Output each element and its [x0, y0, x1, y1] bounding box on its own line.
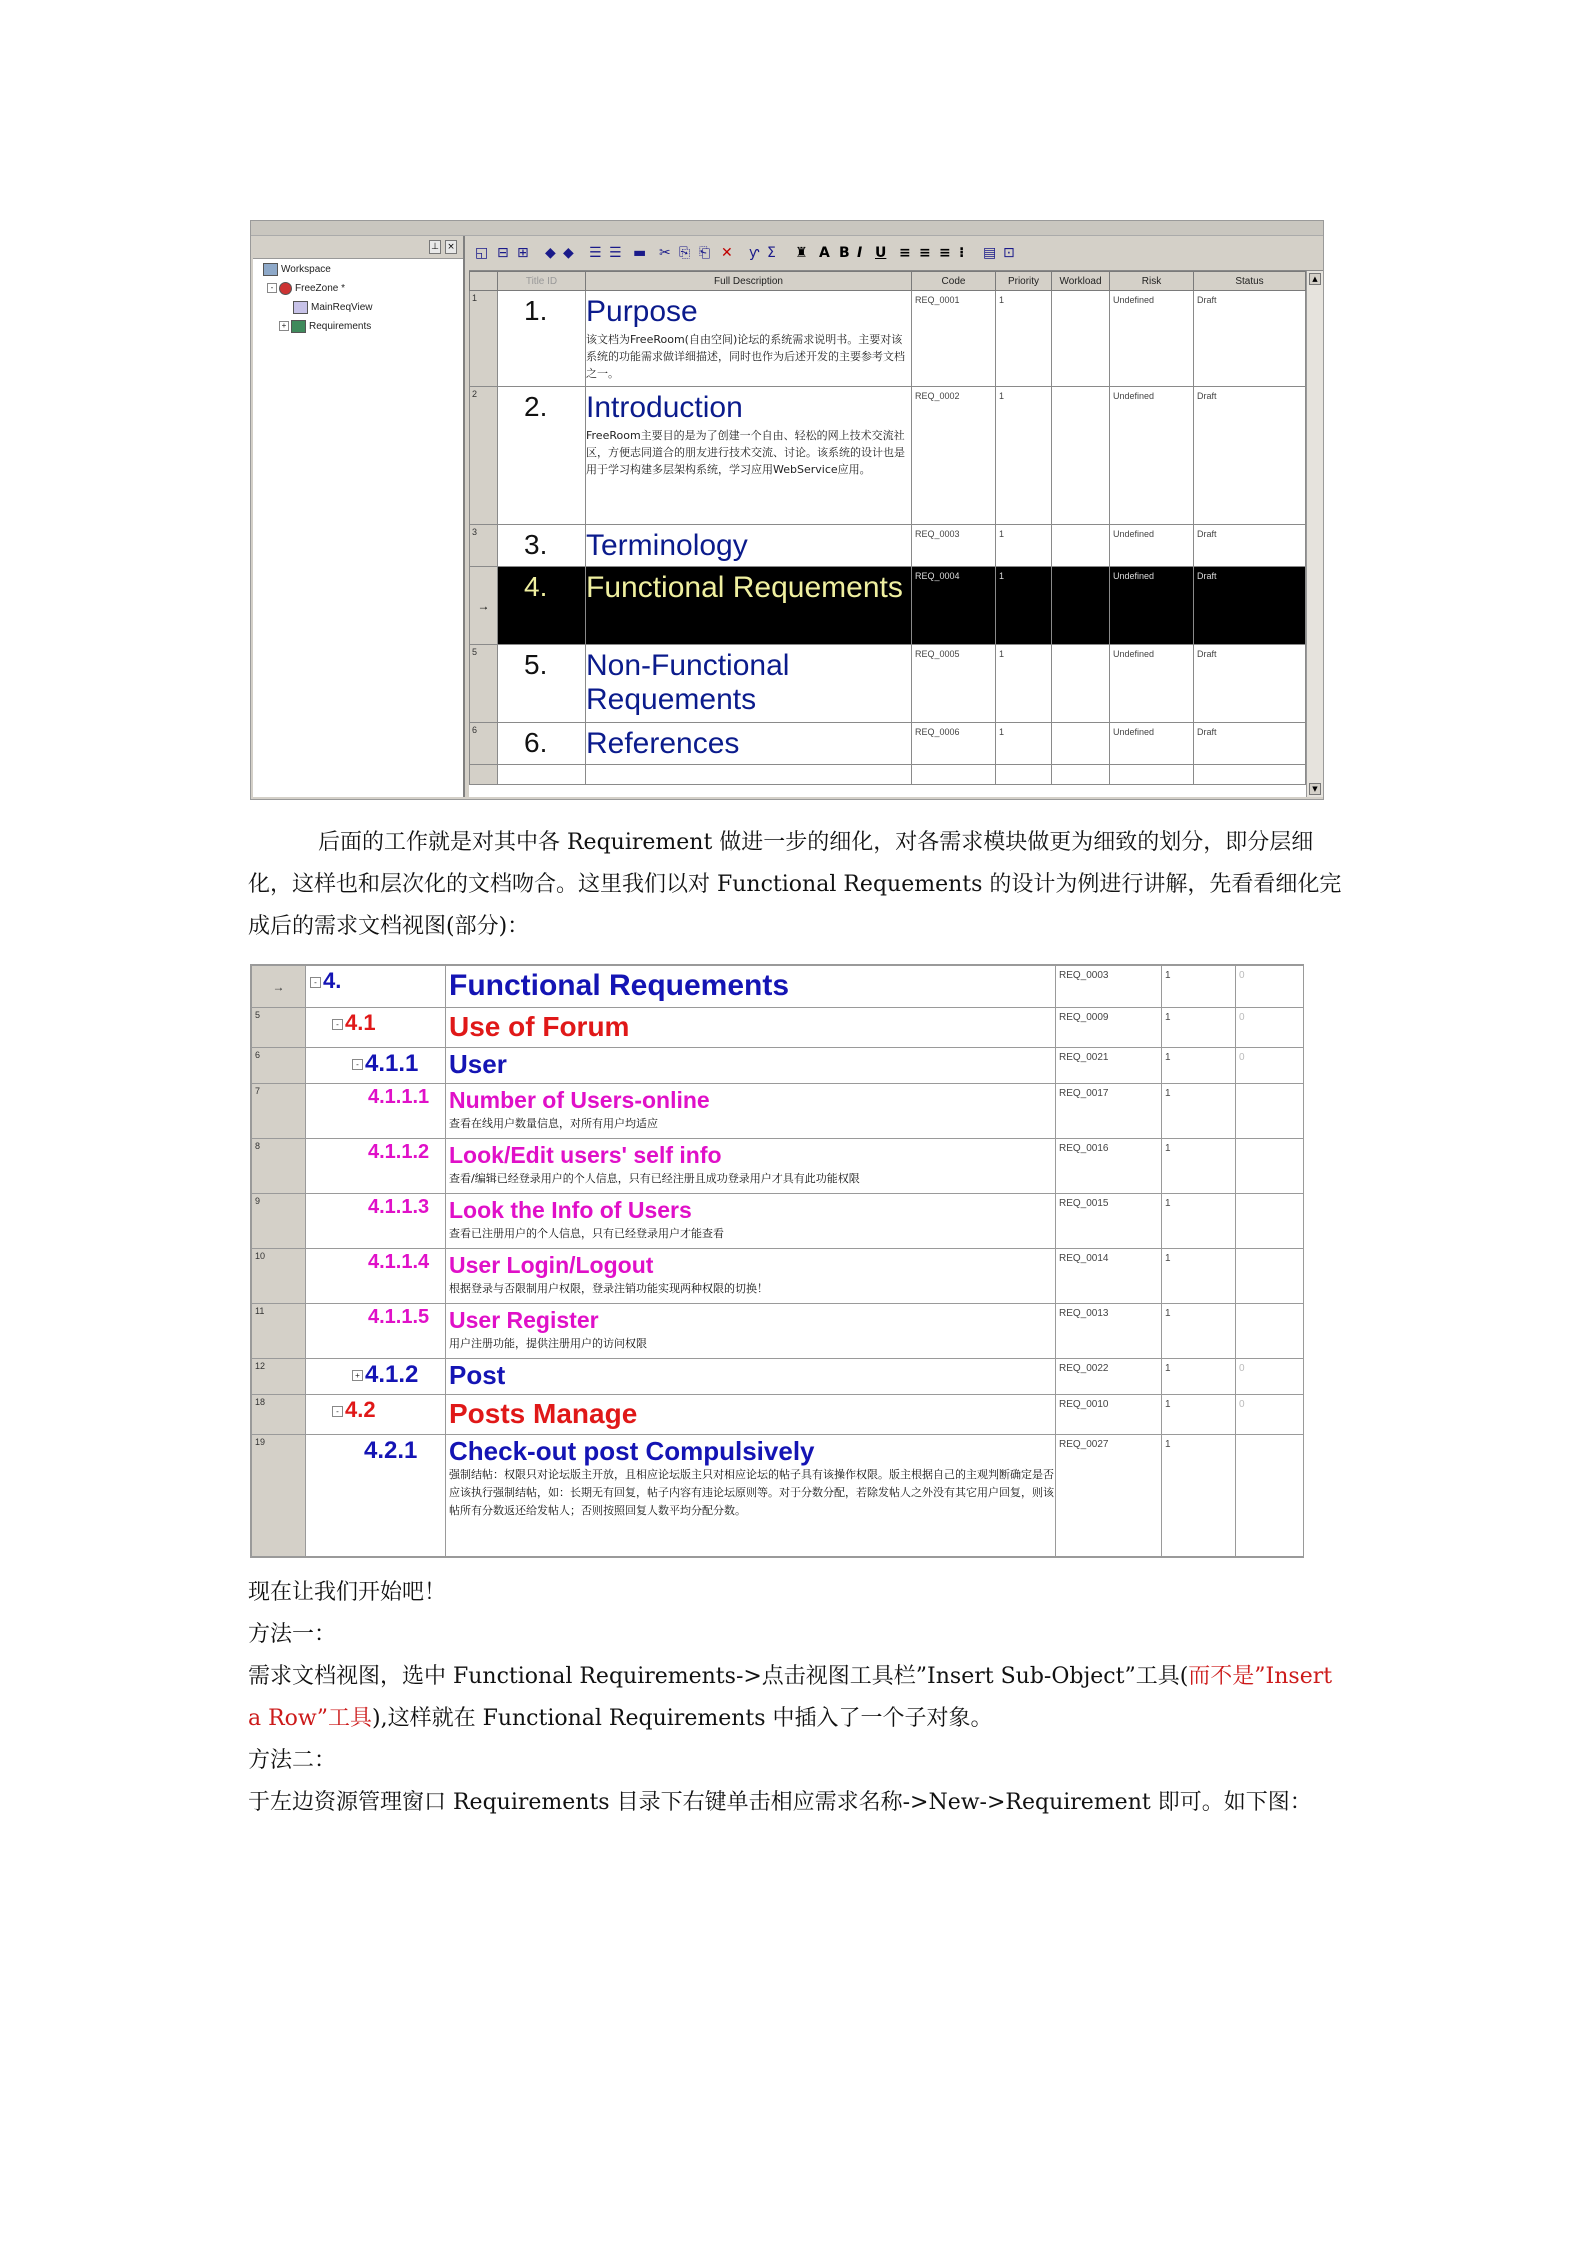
table-row[interactable]	[470, 525, 1306, 567]
copy-icon[interactable]: ⎘	[679, 245, 691, 261]
workload-cell	[1052, 645, 1110, 723]
table-row-selected[interactable]	[470, 567, 1306, 645]
value-cell: 0	[1236, 1048, 1304, 1084]
section-number: 4.2	[345, 1397, 376, 1422]
cut-icon[interactable]: ✂	[659, 245, 671, 261]
section-number: 5.	[524, 649, 548, 680]
close-icon[interactable]: ×	[445, 240, 457, 254]
value-cell	[1236, 1084, 1304, 1139]
menu-strip	[251, 221, 1323, 236]
section-title: Look the Info of Users	[449, 1197, 692, 1223]
description-cell[interactable]	[446, 1304, 1056, 1359]
folder-icon	[291, 320, 306, 333]
image-icon[interactable]: ▤	[983, 245, 997, 261]
collapse-icon[interactable]: -	[332, 1019, 343, 1030]
workload-cell	[1052, 567, 1110, 645]
text-line-start: 现在让我们开始吧！	[248, 1580, 447, 1605]
section-title: Terminology	[586, 529, 748, 562]
section-number: 4.1	[345, 1010, 376, 1035]
scroll-up-icon[interactable]: ▲	[1309, 273, 1321, 285]
code-cell: REQ_0001	[912, 291, 996, 387]
section-number: 4.1.1.3	[368, 1196, 430, 1218]
document-view-pane	[469, 236, 1323, 797]
collapse-icon[interactable]: -	[267, 283, 277, 293]
view-toolbar	[469, 236, 1323, 271]
row-number[interactable]: 2	[470, 387, 498, 525]
insert-sub-object-icon[interactable]: ⊞	[517, 245, 529, 261]
move-down-icon[interactable]: ◆	[563, 245, 574, 261]
column-header[interactable]: Title ID	[498, 272, 586, 291]
section-title: Functional Requements	[586, 571, 903, 604]
status-cell: Draft	[1194, 525, 1306, 567]
risk-cell: Undefined	[1110, 291, 1194, 387]
code-cell: REQ_0004	[912, 567, 996, 645]
code-cell: REQ_0021	[1056, 1048, 1162, 1084]
description-cell[interactable]	[446, 1194, 1056, 1249]
table-row[interactable]	[252, 1084, 1304, 1139]
section-title: Purpose	[586, 295, 698, 328]
row-number[interactable]: 12	[252, 1359, 306, 1395]
description-cell[interactable]	[524, 567, 912, 645]
tree-node-mainreqview[interactable]	[263, 298, 373, 317]
method-one-paragraph	[248, 1656, 1352, 1740]
table-row[interactable]	[252, 1435, 1304, 1557]
description-cell[interactable]	[446, 966, 1056, 1008]
section-number: 4.	[524, 571, 548, 602]
delete-icon[interactable]: ✕	[721, 245, 733, 261]
value-cell: 0	[1236, 1359, 1304, 1395]
method-two-label: 方法二：	[248, 1748, 337, 1773]
workspace-tree	[263, 260, 373, 336]
description-cell[interactable]	[446, 1395, 1056, 1435]
status-cell: Draft	[1194, 387, 1306, 525]
row-number[interactable]: 7	[252, 1084, 306, 1139]
expand-icon[interactable]: +	[279, 321, 289, 331]
priority-cell: 1	[996, 723, 1052, 765]
section-description: 查看/编辑已经登录用户的个人信息，只有已经注册且成功登录用户才具有此功能权限	[449, 1172, 860, 1185]
table-row[interactable]	[252, 1359, 1304, 1395]
value-cell: 0	[1236, 966, 1304, 1008]
row-number[interactable]: 10	[252, 1249, 306, 1304]
value-cell	[1236, 1435, 1304, 1557]
move-up-icon[interactable]: ◆	[545, 245, 556, 261]
risk-cell: Undefined	[1110, 645, 1194, 723]
section-title: References	[586, 727, 740, 760]
row-number[interactable]: 5	[470, 645, 498, 723]
view-icon	[293, 301, 308, 314]
section-number-cell	[306, 1249, 446, 1304]
section-number: 4.2.1	[364, 1437, 418, 1464]
table-row[interactable]	[252, 1048, 1304, 1084]
row-number[interactable]: 5	[252, 1008, 306, 1048]
tree-node-workspace[interactable]	[263, 260, 373, 279]
scroll-down-icon[interactable]: ▼	[1309, 783, 1321, 795]
align-right-icon[interactable]: ≡	[939, 245, 951, 261]
table-row-selected[interactable]	[252, 966, 1304, 1008]
column-header[interactable]: Full Description	[586, 272, 912, 291]
section-title: Check-out post Compulsively	[449, 1436, 815, 1466]
section-title: User	[449, 1049, 507, 1079]
tree-node-label: Requirements	[309, 321, 372, 332]
table-row[interactable]	[252, 1304, 1304, 1359]
priority-cell: 1	[996, 525, 1052, 567]
description-cell[interactable]	[524, 525, 912, 567]
section-number: 1.	[524, 295, 548, 326]
risk-cell: Undefined	[1110, 567, 1194, 645]
filter-icon[interactable]: ƴ	[749, 245, 760, 261]
title-id-cell	[498, 765, 586, 785]
section-title: Functional Requements	[449, 969, 790, 1002]
section-number-cell	[306, 1435, 446, 1557]
section-number-cell	[306, 1395, 446, 1435]
tree-node-label: Workspace	[281, 264, 331, 275]
value-cell	[1236, 1249, 1304, 1304]
row-header-corner	[470, 272, 498, 291]
value-cell	[1236, 1304, 1304, 1359]
description-cell[interactable]	[524, 645, 912, 723]
requirements-view-screenshot	[250, 220, 1324, 800]
value-cell	[1236, 1194, 1304, 1249]
code-cell: REQ_0005	[912, 645, 996, 723]
expand-icon[interactable]: +	[352, 1370, 363, 1381]
table-row[interactable]	[252, 1249, 1304, 1304]
outdent-icon[interactable]: ☰	[609, 245, 622, 261]
code-cell: REQ_0009	[1056, 1008, 1162, 1048]
code-cell: REQ_0027	[1056, 1435, 1162, 1557]
object-icon[interactable]: ⊡	[1003, 245, 1015, 261]
priority-cell: 1	[996, 291, 1052, 387]
section-number: 2.	[524, 391, 548, 422]
row-number[interactable]: 19	[252, 1435, 306, 1557]
description-cell[interactable]	[586, 765, 912, 785]
insert-row-icon[interactable]: ⊟	[497, 245, 509, 261]
workload-cell	[1052, 723, 1110, 765]
code-cell: REQ_0010	[1056, 1395, 1162, 1435]
row-number[interactable]: 6	[252, 1048, 306, 1084]
method-one-label: 方法一：	[248, 1622, 337, 1647]
workspace-pane-toolbar	[253, 236, 463, 259]
column-header[interactable]: Priority	[996, 272, 1052, 291]
description-cell[interactable]	[446, 1435, 1056, 1557]
section-title: Introduction	[586, 391, 743, 424]
section-description: 用户注册功能，提供注册用户的访问权限	[449, 1337, 647, 1350]
workload-cell	[1052, 525, 1110, 567]
priority-cell: 1	[996, 567, 1052, 645]
section-number-cell	[306, 1194, 446, 1249]
find-icon[interactable]: ♜	[795, 245, 808, 261]
code-cell: REQ_0002	[912, 387, 996, 525]
row-number[interactable]: 18	[252, 1395, 306, 1435]
priority-cell: 1	[1162, 1395, 1236, 1435]
section-description: 该文档为FreeRoom(自由空间)论坛的系统需求说明书。主要对该系统的功能需求做详细描述，同时也作为后述开发的主要参考文档之一。	[586, 333, 905, 380]
workspace-pane	[253, 236, 465, 797]
risk-cell: Undefined	[1110, 387, 1194, 525]
section-title: Non-Functional Requements	[586, 649, 790, 716]
sum-icon[interactable]: Σ	[767, 245, 776, 261]
code-cell: REQ_0014	[1056, 1249, 1162, 1304]
collapse-icon[interactable]: -	[332, 1406, 343, 1417]
section-title: Posts Manage	[449, 1398, 638, 1429]
method-one-text-end: ),这样就在 Functional Requirements 中插入了一个子对象。	[372, 1706, 993, 1731]
status-cell: Draft	[1194, 567, 1306, 645]
table-row[interactable]	[252, 1139, 1304, 1194]
table-row[interactable]	[252, 1395, 1304, 1435]
section-number-cell	[306, 1008, 446, 1048]
section-title: Post	[449, 1360, 506, 1390]
section-description: 查看在线用户数量信息，对所有用户均适应	[449, 1117, 658, 1130]
align-left-icon[interactable]: ≡	[899, 245, 911, 261]
row-number[interactable]	[470, 765, 498, 785]
grid-header-row	[470, 272, 1306, 291]
code-cell: REQ_0013	[1056, 1304, 1162, 1359]
section-number: 4.1.1.5	[368, 1306, 430, 1328]
section-title: Look/Edit users' self info	[449, 1142, 722, 1168]
column-header[interactable]: Status	[1194, 272, 1306, 291]
risk-cell: Undefined	[1110, 723, 1194, 765]
section-description: 根据登录与否限制用户权限，登录注销功能实现两种权限的切换！	[449, 1282, 768, 1295]
bold-icon[interactable]: B	[839, 245, 850, 261]
description-cell[interactable]	[446, 1008, 1056, 1048]
description-cell[interactable]	[524, 387, 912, 525]
section-number: 4.	[323, 968, 342, 993]
risk-cell	[1110, 765, 1194, 785]
column-header[interactable]: Code	[912, 272, 996, 291]
method-one-text: 需求文档视图，选中 Functional Requirements->点击视图工具栏”Insert Sub-Object”工具(	[248, 1664, 1189, 1689]
status-cell: Draft	[1194, 645, 1306, 723]
code-cell: REQ_0006	[912, 723, 996, 765]
priority-cell: 1	[1162, 1048, 1236, 1084]
column-header[interactable]: Risk	[1110, 272, 1194, 291]
tree-node-requirements[interactable]	[263, 317, 373, 336]
code-cell: REQ_0003	[912, 525, 996, 567]
tree-node-label: MainReqView	[311, 302, 373, 313]
value-cell	[1236, 1139, 1304, 1194]
section-number: 6.	[524, 727, 548, 758]
section-title: Number of Users-online	[449, 1087, 710, 1113]
description-cell[interactable]	[524, 291, 912, 387]
italic-icon[interactable]: I	[857, 245, 863, 261]
description-cell[interactable]	[446, 1048, 1056, 1084]
status-cell: Draft	[1194, 291, 1306, 387]
section-number-cell	[306, 966, 446, 1008]
workload-cell	[1052, 387, 1110, 525]
priority-cell: 1	[1162, 1139, 1236, 1194]
row-number[interactable]: 3	[470, 525, 498, 567]
priority-cell	[996, 765, 1052, 785]
row-number[interactable]: 8	[252, 1139, 306, 1194]
code-cell: REQ_0016	[1056, 1139, 1162, 1194]
description-cell[interactable]	[446, 1139, 1056, 1194]
section-description: FreeRoom主要目的是为了创建一个自由、轻松的网上技术交流社区，方便志同道合的朋友进行技术交流、讨论。该系统的设计也是用于学习构建多层架构系统，学习应用WebService应用。	[586, 429, 905, 476]
section-number: 4.1.2	[365, 1361, 419, 1388]
priority-cell: 1	[1162, 1435, 1236, 1557]
section-description: 查看已注册用户的个人信息，只有已经登录用户才能查看	[449, 1227, 724, 1240]
status-cell	[1194, 765, 1306, 785]
table-row[interactable]	[470, 723, 1306, 765]
section-title: Use of Forum	[449, 1011, 630, 1042]
workspace-icon	[263, 263, 278, 276]
code-cell: REQ_0017	[1056, 1084, 1162, 1139]
description-cell[interactable]	[446, 1084, 1056, 1139]
tree-node-freezone[interactable]	[263, 279, 373, 298]
toolbar-view-icon[interactable]: ◱	[475, 245, 489, 261]
body-paragraph: 后面的工作就是对其中各 Requirement 做进一步的细化，对各需求模块做更为细致的划分，即分层细化，这样也和层次化的文档吻合。这里我们以对 Functional Requements 的设计为例进行讲解，先看看细化完成后的需求文档视图(部分)：	[248, 830, 1342, 939]
section-number-cell	[306, 1304, 446, 1359]
priority-cell: 1	[1162, 1359, 1236, 1395]
refined-requirements-screenshot	[250, 964, 1304, 1558]
section-title: User Login/Logout	[449, 1252, 654, 1278]
section-number: 4.1.1.4	[368, 1251, 430, 1273]
section-number-cell	[306, 1359, 446, 1395]
value-cell: 0	[1236, 1395, 1304, 1435]
pin-icon[interactable]: ⊥	[429, 240, 441, 254]
priority-cell: 1	[996, 387, 1052, 525]
description-cell[interactable]	[446, 1249, 1056, 1304]
row-number[interactable]: 1	[470, 291, 498, 387]
workload-cell	[1052, 765, 1110, 785]
section-number: 4.1.1.2	[368, 1141, 430, 1163]
priority-cell: 1	[996, 645, 1052, 723]
row-number[interactable]: 6	[470, 723, 498, 765]
paste-icon[interactable]: ⎗	[699, 245, 711, 261]
refined-requirements-grid	[251, 965, 1304, 1557]
table-row-empty[interactable]	[470, 765, 1306, 785]
priority-cell: 1	[1162, 1194, 1236, 1249]
row-number[interactable]: 11	[252, 1304, 306, 1359]
status-cell: Draft	[1194, 723, 1306, 765]
code-cell: REQ_0003	[1056, 966, 1162, 1008]
tree-node-label: FreeZone *	[295, 283, 346, 294]
bullet-list-icon[interactable]: ⁝	[959, 245, 965, 261]
table-row[interactable]	[470, 645, 1306, 723]
method-one-warning: 而不是”Insert a Row”工具	[248, 1664, 1333, 1731]
priority-cell: 1	[1162, 1304, 1236, 1359]
current-row-indicator[interactable]: →	[252, 966, 306, 1008]
priority-cell: 1	[1162, 1249, 1236, 1304]
font-color-icon[interactable]: A	[819, 245, 830, 261]
code-cell	[912, 765, 996, 785]
priority-cell: 1	[1162, 966, 1236, 1008]
current-row-indicator[interactable]: →	[470, 567, 498, 645]
collapse-icon[interactable]: -	[310, 977, 321, 988]
align-center-icon[interactable]: ≡	[919, 245, 931, 261]
section-number: 4.1.1	[365, 1050, 419, 1077]
section-number: 4.1.1.1	[368, 1086, 430, 1108]
collapse-icon[interactable]: -	[352, 1059, 363, 1070]
table-row[interactable]	[470, 291, 1306, 387]
description-cell[interactable]	[446, 1359, 1056, 1395]
table-row[interactable]	[252, 1194, 1304, 1249]
requirements-grid	[469, 271, 1306, 785]
row-number[interactable]: 9	[252, 1194, 306, 1249]
project-icon	[279, 282, 292, 295]
table-row[interactable]	[470, 387, 1306, 525]
description-cell[interactable]	[524, 723, 912, 765]
workload-cell	[1052, 291, 1110, 387]
section-number: 3.	[524, 529, 548, 560]
section-number-cell	[306, 1139, 446, 1194]
code-cell: REQ_0015	[1056, 1194, 1162, 1249]
section-title: User Register	[449, 1307, 599, 1333]
risk-cell: Undefined	[1110, 525, 1194, 567]
separator-icon[interactable]: ▬	[633, 245, 647, 261]
priority-cell: 1	[1162, 1008, 1236, 1048]
section-description: 强制结帖：权限只对论坛版主开放，且相应论坛版主只对相应论坛的帖子具有该操作权限。版主根据自己的主观判断确定是否应该执行强制结帖，如：长期无有回复，帖子内容有违论坛原则等。对于分数分配，若除发帖人之外没有其它用户回复，则该帖所有分数返还给发帖人；否则按照回复人数平均分配分数。	[449, 1468, 1054, 1517]
priority-cell: 1	[1162, 1084, 1236, 1139]
vertical-scrollbar[interactable]	[1306, 271, 1323, 797]
indent-icon[interactable]: ☰	[589, 245, 602, 261]
table-row[interactable]	[252, 1008, 1304, 1048]
value-cell: 0	[1236, 1008, 1304, 1048]
method-two-paragraph: 于左边资源管理窗口 Requirements 目录下右键单击相应需求名称->New->Requirement 即可。如下图：	[248, 1790, 1312, 1815]
section-number-cell	[306, 1048, 446, 1084]
column-header[interactable]: Workload	[1052, 272, 1110, 291]
underline-icon[interactable]: U	[875, 245, 887, 261]
code-cell: REQ_0022	[1056, 1359, 1162, 1395]
section-number-cell	[306, 1084, 446, 1139]
